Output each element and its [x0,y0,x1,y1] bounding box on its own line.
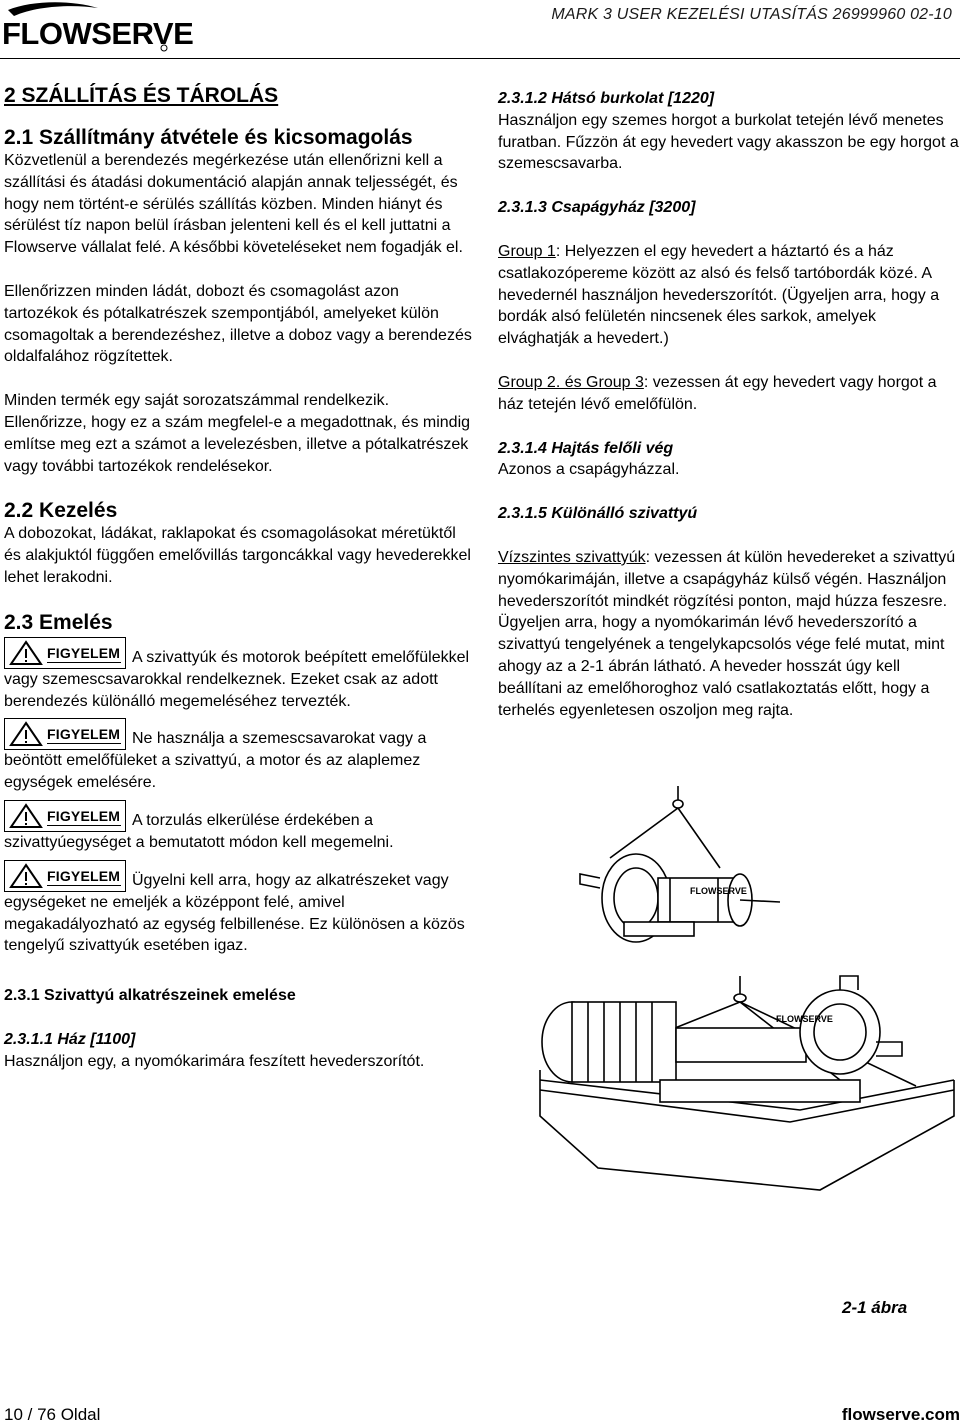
warning-badge [4,860,126,892]
section-2-1-paragraph-2: Ellenőrizzen minden ládát, dobozt és csomagolást azon tartozékok és pótalkatrészek szempontjából, amelyeket külön csomagoltak a berendezéshez, illetve a doboz vagy a berendezés oldalfalához rögzítettek. [4,282,472,366]
right-column [498,88,960,721]
warning-2-text: Ne használja a szemescsavarokat vagy a beöntött emelőfüleket a szivattyú, a motor és az alaplemez egységek emelésére. [4,730,427,792]
flowserve-logo [2,2,194,54]
section-2-3-heading: 2.3 Emelés [4,610,113,634]
document-title: MARK 3 USER KEZELÉSI UTASÍTÁS 26999960 02-10 [551,6,952,23]
section-2-1-paragraph-1: Közvetlenül a berendezés megérkezése után ellenőrizni kell a szállítási és átadási dokumentáció alapján annak teljességét, és hogy nem történt-e sérülés szállítás közben. Minden hiányt és sérülést tíz napon belül írásban jelenteni kell és el kell juttatni a Flowserve vállalat felé. A későbbi követeléseket nem fogadják el. [4,152,463,257]
warning-label: FIGYELEM [47,867,121,884]
chapter-heading: 2 SZÁLLÍTÁS ÉS TÁROLÁS [4,84,279,107]
warning-badge [4,718,126,750]
pump-lifting-illustration [540,780,960,1300]
warning-1 [4,637,476,713]
section-2-3-1-3-heading: 2.3.1.3 Csapágyház [3200] [498,199,696,217]
section-2-3-1-2-heading: 2.3.1.2 Hátsó burkolat [1220] [498,90,715,107]
page-number: 10 / 76 Oldal [4,1405,101,1424]
warning-label: FIGYELEM [47,726,121,743]
section-2-3-1-4-heading: 2.3.1.4 Hajtás felőli vég [498,439,674,457]
warning-1-text: A szivattyúk és motorok beépített emelőfülekkel vagy szemescsavarokkal rendelkeznek. Ezeket csak az adott berendezés különálló megemeléséhez tervezték. [4,648,470,710]
warning-3-text: A torzulás elkerülése érdekében a szivattyúegységet a bemutatott módon kell megemelni. [4,812,394,851]
section-2-3-1-2-paragraph: Használjon egy szemes horgot a burkolat tetején lévő menetes furatban. Fűzzön át egy hevedert vagy akasszon be egy horgot a szemescsavarba. [498,111,959,173]
section-2-2-heading: 2.2 Kezelés [4,499,118,523]
section-2-3-1-5-heading: 2.3.1.5 Különálló szivattyú [498,505,698,523]
group-1-paragraph: Group 1: Helyezzen el egy hevedert a háztartó és a ház csatlakozópereme között az alsó és felső tartóbordák közé. A hevedernél használjon hevederszorítót. (Ügyeljen arra, hogy a bordák alsó felületén nincsenek éles sarkok, amelyek elvághatják a hevedert.) [498,242,940,348]
left-column [4,84,476,1073]
horizontal-pumps-label: Vízszintes szivattyúk [498,548,646,566]
footer-website: flowserve.com [841,1405,960,1424]
group-2-3-label: Group 2. és Group 3 [498,373,644,391]
warning-triangle-icon [9,721,43,747]
header-divider [0,58,960,59]
pump-lifting-drawing [540,780,960,1300]
warning-badge [4,800,126,832]
warning-triangle-icon [9,863,43,889]
section-2-1-heading: 2.1 Szállítmány átvétele és kicsomagolás [4,126,413,149]
warning-2 [4,718,476,794]
warning-3 [4,800,476,854]
warning-triangle-icon [9,640,43,666]
group-2-3-paragraph: Group 2. és Group 3: vezessen át egy hevedert vagy horgot a ház tetején lévő emelőfülön. [498,373,937,413]
figure-brand-2: FLOWSERVE [776,1014,833,1024]
section-2-2-paragraph: A dobozokat, ládákat, raklapokat és csomagolásokat méretüktől és alakjuktól függően emelővillás targoncákkal vagy hevederekkel lehet lerakodni. [4,525,471,586]
group-1-label: Group 1 [498,242,556,260]
warning-4 [4,860,476,957]
warning-triangle-icon [9,803,43,829]
section-2-3-1-4-paragraph: Azonos a csapágyházzal. [498,461,680,479]
section-2-3-1-1-paragraph: Használjon egy, a nyomókarimára feszített hevederszorítót. [4,1052,425,1070]
warning-label: FIGYELEM [47,807,121,824]
warning-badge [4,637,126,669]
horizontal-pumps-paragraph: Vízszintes szivattyúk: vezessen át külön hevedereket a szivattyú nyomókarimáján, illetve a csapágyház külső végén. Használjon hevederszorítót mindkét rögzítési ponton, majd húzza feszesre. Ügyeljen arra, hogy a nyomókarimán lévő hevederszorító a szivattyú tengelyének a tengelykapcsolós vége felé mutat, mint ahogy az a 2-1 ábrán látható. A heveder hosszát úgy kell beállítani az emelőhoroghoz való csatlakoztatás előtt, hogy a terhelés egyenletesen oszoljon meg rajta. [498,548,956,719]
logo-text: FLOWSERVE [2,16,194,51]
figure-brand-1: FLOWSERVE [690,886,747,896]
section-2-3-1-heading: 2.3.1 Szivattyú alkatrészeinek emelése [4,987,296,1005]
section-2-3-1-1-heading: 2.3.1.1 Ház [1100] [4,1030,136,1048]
figure-caption: 2-1 ábra [842,1298,908,1317]
section-2-1-paragraph-3: Minden termék egy saját sorozatszámmal rendelkezik. Ellenőrizze, hogy ez a szám megfelel-e a megadottnak, és mindig említse meg ezt a számot a levelezésben, illetve a pótalkatrészek vagy további tartozékok rendelésekor. [4,392,471,475]
warning-label: FIGYELEM [47,644,121,661]
warning-4-text: Ügyelni kell arra, hogy az alkatrészeket vagy egységeket ne emeljék a középpont felé, amivel megakadályozható az egység felbillenése. Ez különösen a közös tengelyű szivattyúk esetében igaz. [4,871,465,955]
